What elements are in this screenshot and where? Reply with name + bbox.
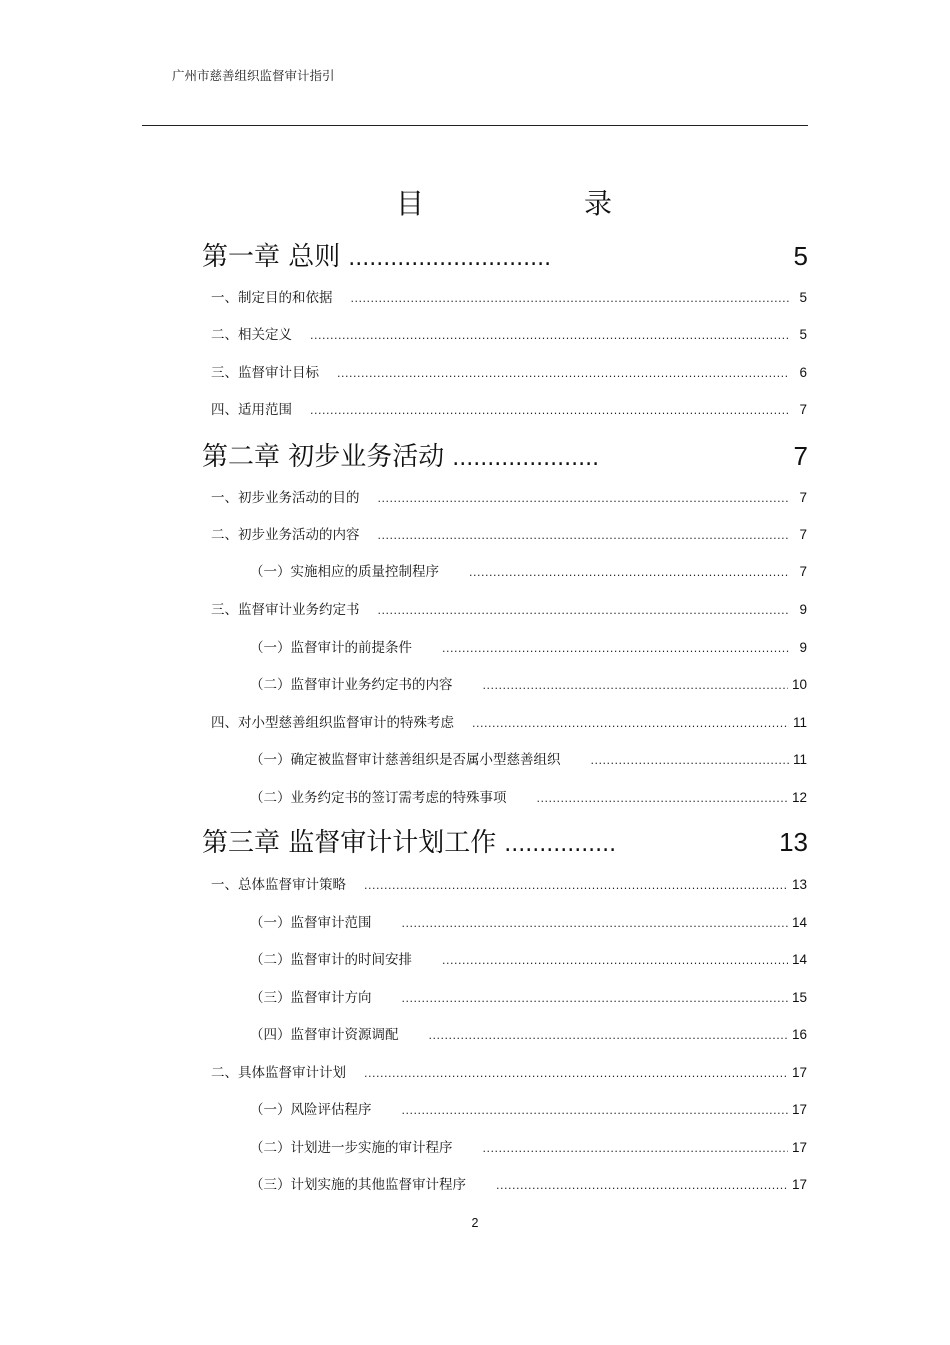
- toc-entry-leader: [378, 529, 790, 542]
- toc-entry-label: （一）实施相应的质量控制程序: [250, 564, 439, 580]
- toc-entry-subsection[interactable]: [250, 786, 807, 806]
- toc-entry-leader: [483, 1142, 788, 1155]
- toc-entry-page: 17: [791, 1102, 807, 1117]
- toc-entry-leader: [364, 1067, 788, 1080]
- toc-entry-leader: [591, 754, 789, 767]
- toc-entry-leader: [378, 604, 790, 617]
- toc-entry-section[interactable]: [211, 711, 807, 731]
- toc-entry-label: （二）业务约定书的签订需考虑的特殊事项: [250, 790, 507, 806]
- toc-entry-label: 二、初步业务活动的内容: [211, 527, 360, 543]
- toc-entry-label: 一、初步业务活动的目的: [211, 490, 360, 506]
- toc-entry-page: 17: [791, 1177, 807, 1192]
- toc-entry-page: 5: [799, 327, 807, 342]
- toc-entry-leader: .....................: [452, 446, 600, 471]
- toc-entry-page: 16: [791, 1027, 807, 1042]
- toc-entry-subsection[interactable]: [250, 911, 807, 931]
- toc-entry-subsection[interactable]: [250, 1098, 807, 1118]
- toc-entry-section[interactable]: [211, 398, 807, 418]
- toc-entry-label: （一）监督审计范围: [250, 915, 372, 931]
- toc-entry-page: 5: [793, 241, 808, 271]
- toc-entry-label: （一）确定被监督审计慈善组织是否属小型慈善组织: [250, 752, 561, 768]
- toc-entry-label: （二）监督审计业务约定书的内容: [250, 677, 453, 693]
- toc-entry-label: 三、监督审计目标: [211, 365, 319, 381]
- toc-entry-leader: [310, 404, 789, 417]
- header-rule: [142, 125, 808, 126]
- toc-entry-subsection[interactable]: [250, 948, 807, 968]
- toc-entry-label: 第三章 监督审计计划工作: [202, 828, 497, 858]
- toc-entry-page: 17: [791, 1140, 807, 1155]
- toc-entry-leader: [337, 367, 789, 380]
- toc-entry-label: （三）计划实施的其他监督审计程序: [250, 1177, 466, 1193]
- toc-entry-leader: .............................: [348, 246, 552, 271]
- toc-entry-leader: [472, 717, 789, 730]
- toc-entry-label: （四）监督审计资源调配: [250, 1027, 399, 1043]
- toc-entry-leader: [364, 879, 788, 892]
- toc-entry-leader: [442, 954, 788, 967]
- toc-entry-label: 第一章 总则: [202, 242, 341, 272]
- toc-entry-section[interactable]: [211, 286, 807, 306]
- toc-entry-leader: [483, 679, 788, 692]
- toc-entry-label: 四、适用范围: [211, 402, 292, 418]
- toc-entry-label: 一、制定目的和依据: [211, 290, 333, 306]
- toc-entry-section[interactable]: [211, 323, 807, 343]
- toc-entry-section[interactable]: [211, 486, 807, 506]
- toc-entry-section[interactable]: [211, 1061, 807, 1081]
- toc-entry-label: 四、对小型慈善组织监督审计的特殊考虑: [211, 715, 454, 731]
- toc-entry-subsection[interactable]: [250, 560, 807, 580]
- toc-entry-page: 15: [791, 990, 807, 1005]
- page-number: 2: [471, 1216, 479, 1230]
- toc-entry-leader: [402, 1104, 788, 1117]
- toc-entry-leader: [442, 642, 789, 655]
- toc-entry-page: 9: [799, 640, 807, 655]
- toc-entry-leader: [429, 1029, 788, 1042]
- toc-entry-page: 11: [792, 752, 807, 767]
- toc-entry-page: 7: [793, 441, 808, 471]
- toc-entry-subsection[interactable]: [250, 636, 807, 656]
- toc-entry-label: 三、监督审计业务约定书: [211, 602, 360, 618]
- toc-entry-label: （一）监督审计的前提条件: [250, 640, 412, 656]
- toc-entry-page: 14: [791, 915, 807, 930]
- toc-entry-label: 二、具体监督审计计划: [211, 1065, 346, 1081]
- toc-title: [0, 182, 950, 222]
- toc-entry-page: 10: [791, 677, 807, 692]
- toc-entry-section[interactable]: [211, 361, 807, 381]
- toc-entry-leader: [537, 792, 788, 805]
- toc-entry-section[interactable]: [211, 873, 807, 893]
- toc-entry-label: （二）监督审计的时间安排: [250, 952, 412, 968]
- toc-entry-section[interactable]: [211, 598, 807, 618]
- toc-entry-page: 7: [799, 490, 807, 505]
- toc-entry-subsection[interactable]: [250, 986, 807, 1006]
- toc-entry-page: 9: [799, 602, 807, 617]
- toc-title-char-1: 目: [396, 187, 425, 220]
- toc-entry-page: 6: [799, 365, 807, 380]
- toc-entry-page: 13: [791, 877, 807, 892]
- toc-title-char-2: 录: [584, 187, 613, 220]
- toc-entry-label: （一）风险评估程序: [250, 1102, 372, 1118]
- toc-entry-chapter[interactable]: [202, 236, 808, 272]
- toc-entry-section[interactable]: [211, 523, 807, 543]
- toc-entry-leader: [402, 992, 788, 1005]
- toc-entry-subsection[interactable]: [250, 1023, 807, 1043]
- toc-entry-page: 17: [791, 1065, 807, 1080]
- toc-entry-label: （二）计划进一步实施的审计程序: [250, 1140, 453, 1156]
- toc-entry-leader: [469, 566, 789, 579]
- toc-entry-leader: [402, 917, 788, 930]
- running-header: 广州市慈善组织监督审计指引: [172, 68, 335, 83]
- toc-entry-chapter[interactable]: [202, 436, 808, 472]
- toc-entry-subsection[interactable]: [250, 1136, 807, 1156]
- toc-entry-page: 7: [799, 402, 807, 417]
- toc-entry-label: （三）监督审计方向: [250, 990, 372, 1006]
- toc-entry-page: 13: [779, 827, 808, 857]
- toc-entry-page: 11: [792, 715, 807, 730]
- toc-entry-label: 一、总体监督审计策略: [211, 877, 346, 893]
- toc-entry-leader: [351, 292, 790, 305]
- toc-entry-page: 7: [799, 564, 807, 579]
- toc-entry-chapter[interactable]: [202, 822, 808, 858]
- toc-entry-label: 二、相关定义: [211, 327, 292, 343]
- toc-entry-label: 第二章 初步业务活动: [202, 442, 445, 472]
- toc-entry-leader: ................: [504, 832, 617, 857]
- toc-entry-page: 7: [799, 527, 807, 542]
- toc-entry-leader: [496, 1179, 788, 1192]
- toc-entry-leader: [378, 492, 790, 505]
- toc-entry-page: 14: [791, 952, 807, 967]
- toc-entry-subsection[interactable]: [250, 673, 807, 693]
- toc-entry-subsection[interactable]: [250, 748, 807, 768]
- toc-entry-leader: [310, 329, 789, 342]
- toc-entry-subsection[interactable]: [250, 1173, 807, 1193]
- toc-entry-page: 5: [799, 290, 807, 305]
- toc-entry-page: 12: [791, 790, 807, 805]
